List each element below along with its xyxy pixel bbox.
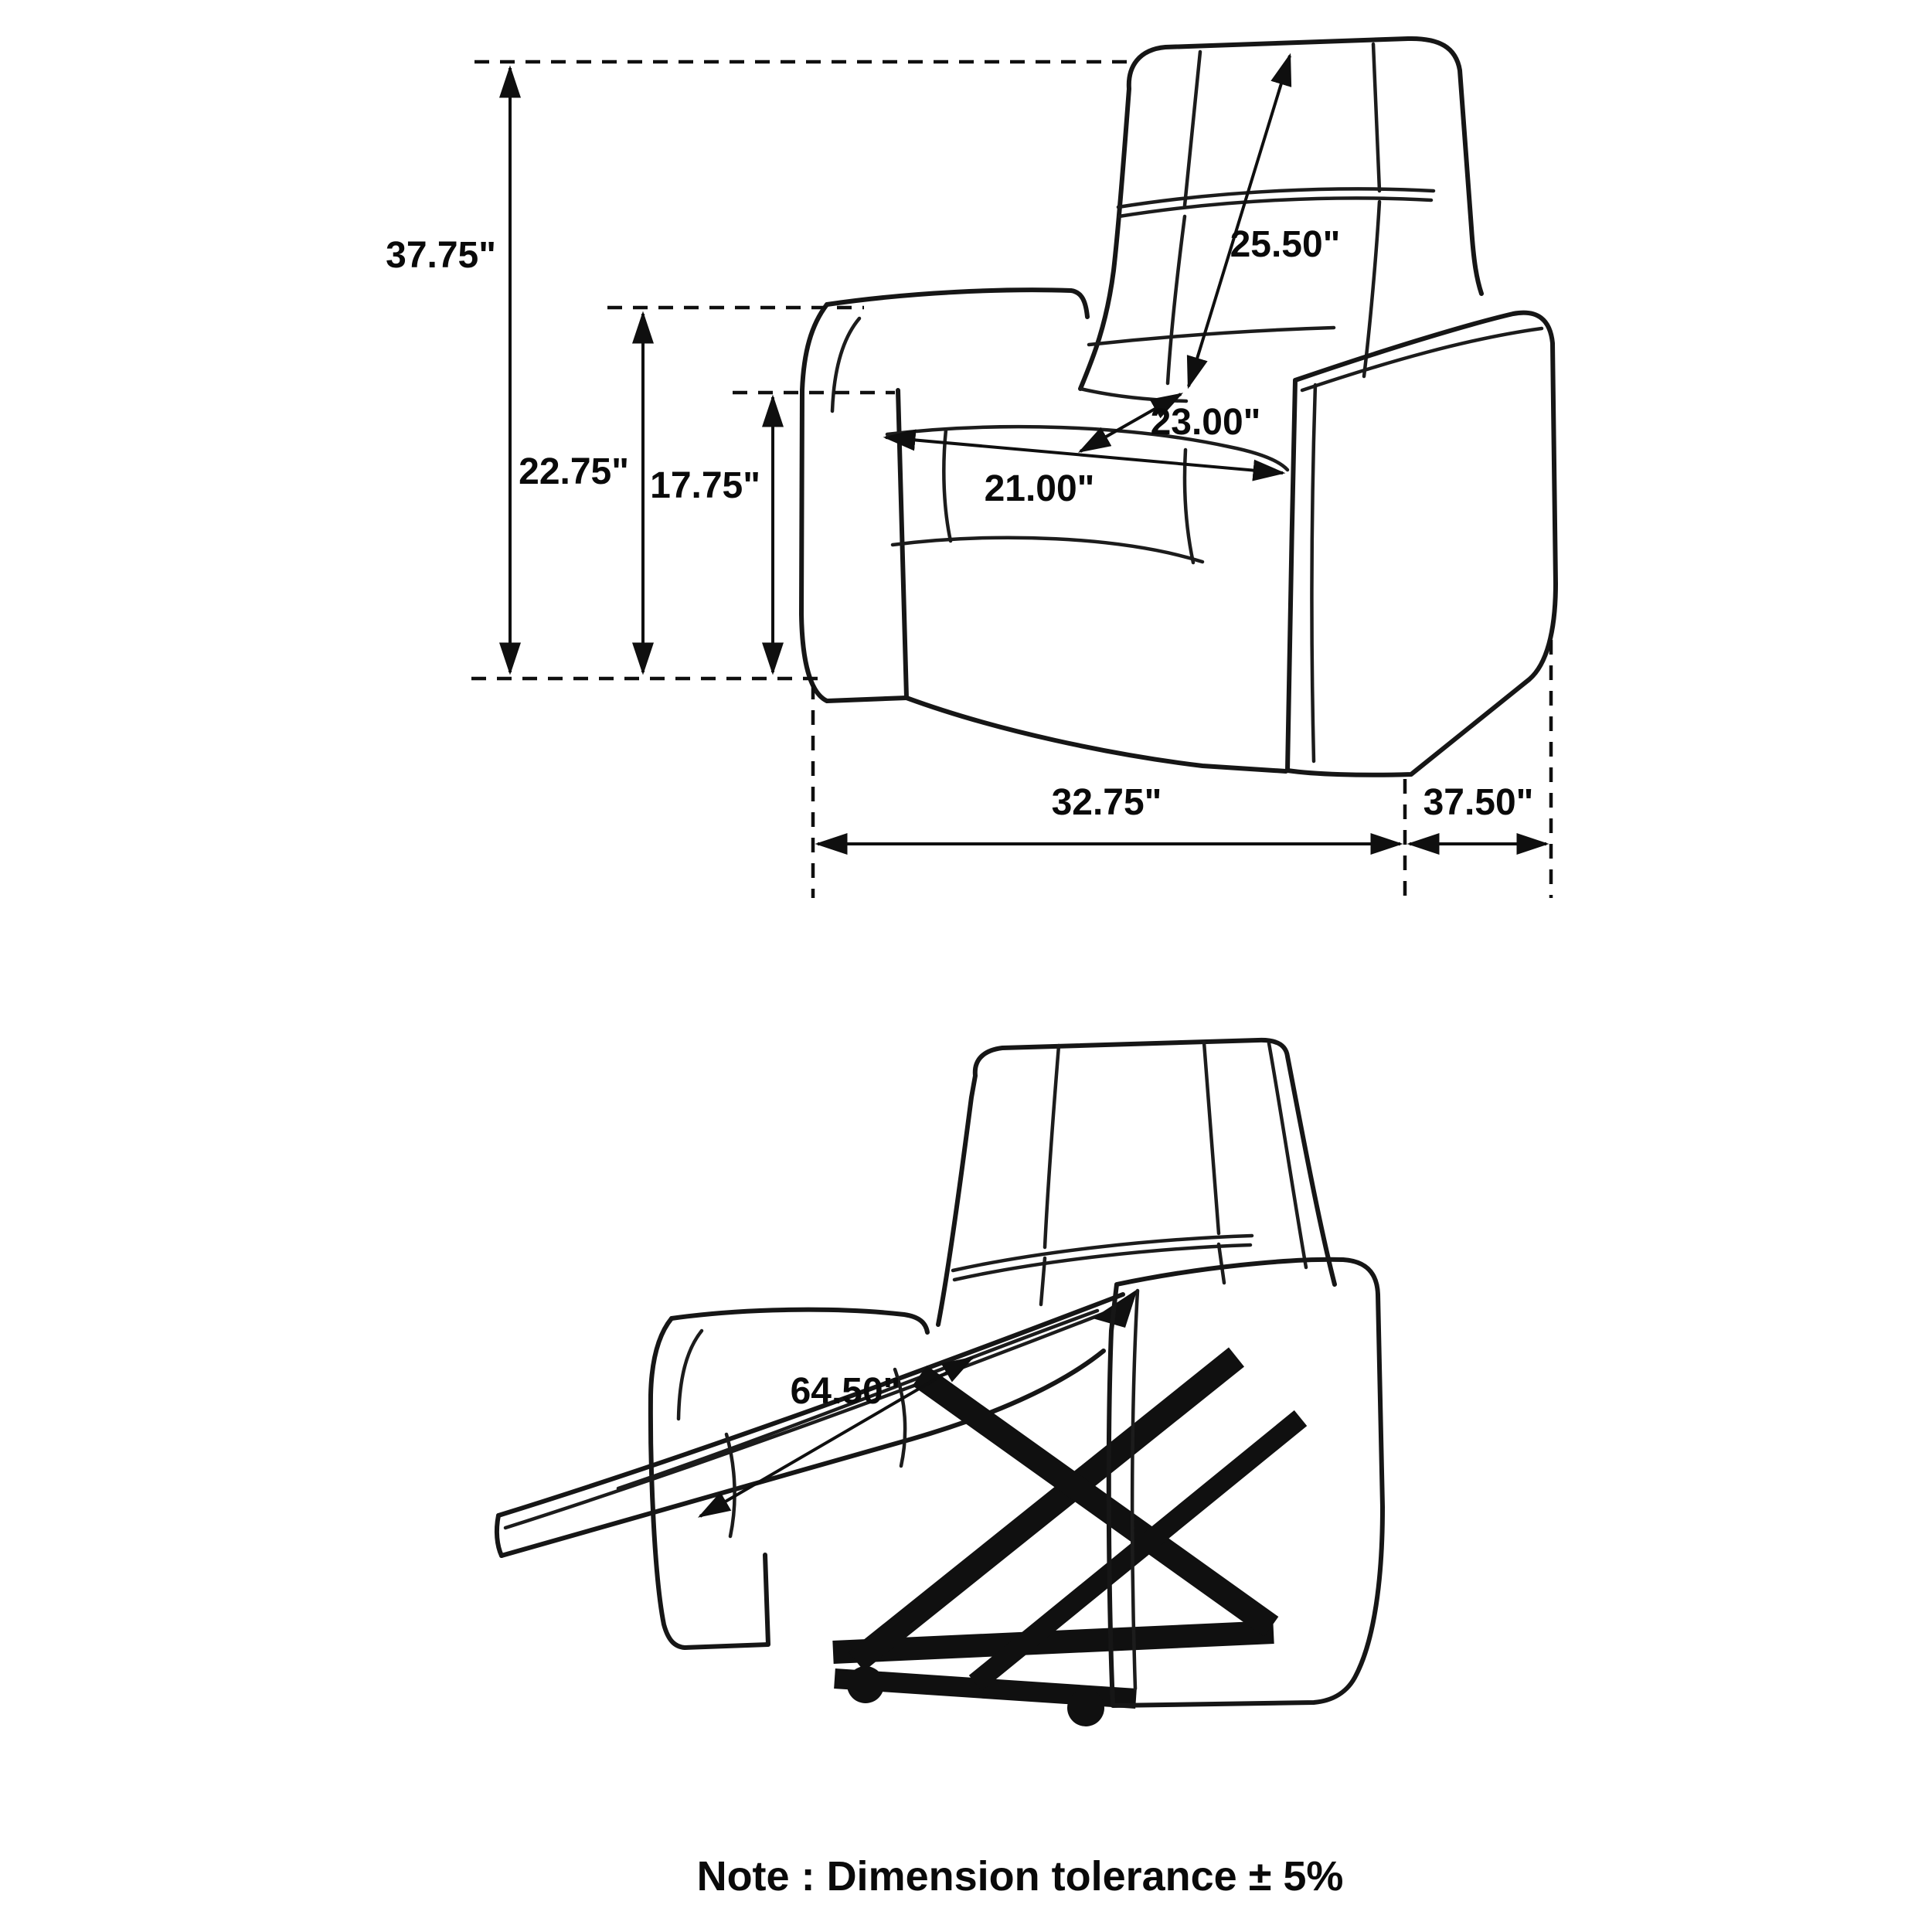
dim-label-seat-height: 17.75" xyxy=(650,465,760,506)
dim-label-seat-width: 21.00" xyxy=(984,468,1095,509)
reclined-chair-drawing xyxy=(497,1040,1383,1726)
dim-label-seat-depth: 23.00" xyxy=(1150,402,1261,443)
dim-overall-height xyxy=(386,68,510,672)
dim-label-extended-length: 64.50" xyxy=(790,1371,901,1412)
dim-overall-width xyxy=(818,782,1400,844)
reclined-mechanism xyxy=(833,1289,1301,1726)
dim-label-overall-depth: 37.50" xyxy=(1423,782,1534,823)
dim-label-overall-width: 32.75" xyxy=(1051,782,1162,823)
dim-label-overall-height: 37.75" xyxy=(386,235,496,276)
dim-arm-height xyxy=(519,314,643,672)
dim-seat-height xyxy=(650,397,773,672)
dim-seat-depth xyxy=(1080,394,1260,451)
reclined-left-arm xyxy=(651,1310,927,1648)
upright-backrest xyxy=(1080,39,1481,389)
upright-dimensions xyxy=(386,56,1551,898)
tolerance-note: Note : Dimension tolerance ± 5% xyxy=(696,1853,1344,1900)
mechanism-wheel-left xyxy=(847,1666,884,1703)
dim-overall-depth xyxy=(1410,782,1546,844)
dim-back-diagonal xyxy=(1189,56,1340,386)
mechanism-wheel-right xyxy=(1067,1689,1104,1726)
dim-label-arm-height: 22.75" xyxy=(519,451,629,492)
upright-right-arm xyxy=(1287,313,1556,775)
dim-label-back-diagonal: 25.50" xyxy=(1230,224,1341,265)
